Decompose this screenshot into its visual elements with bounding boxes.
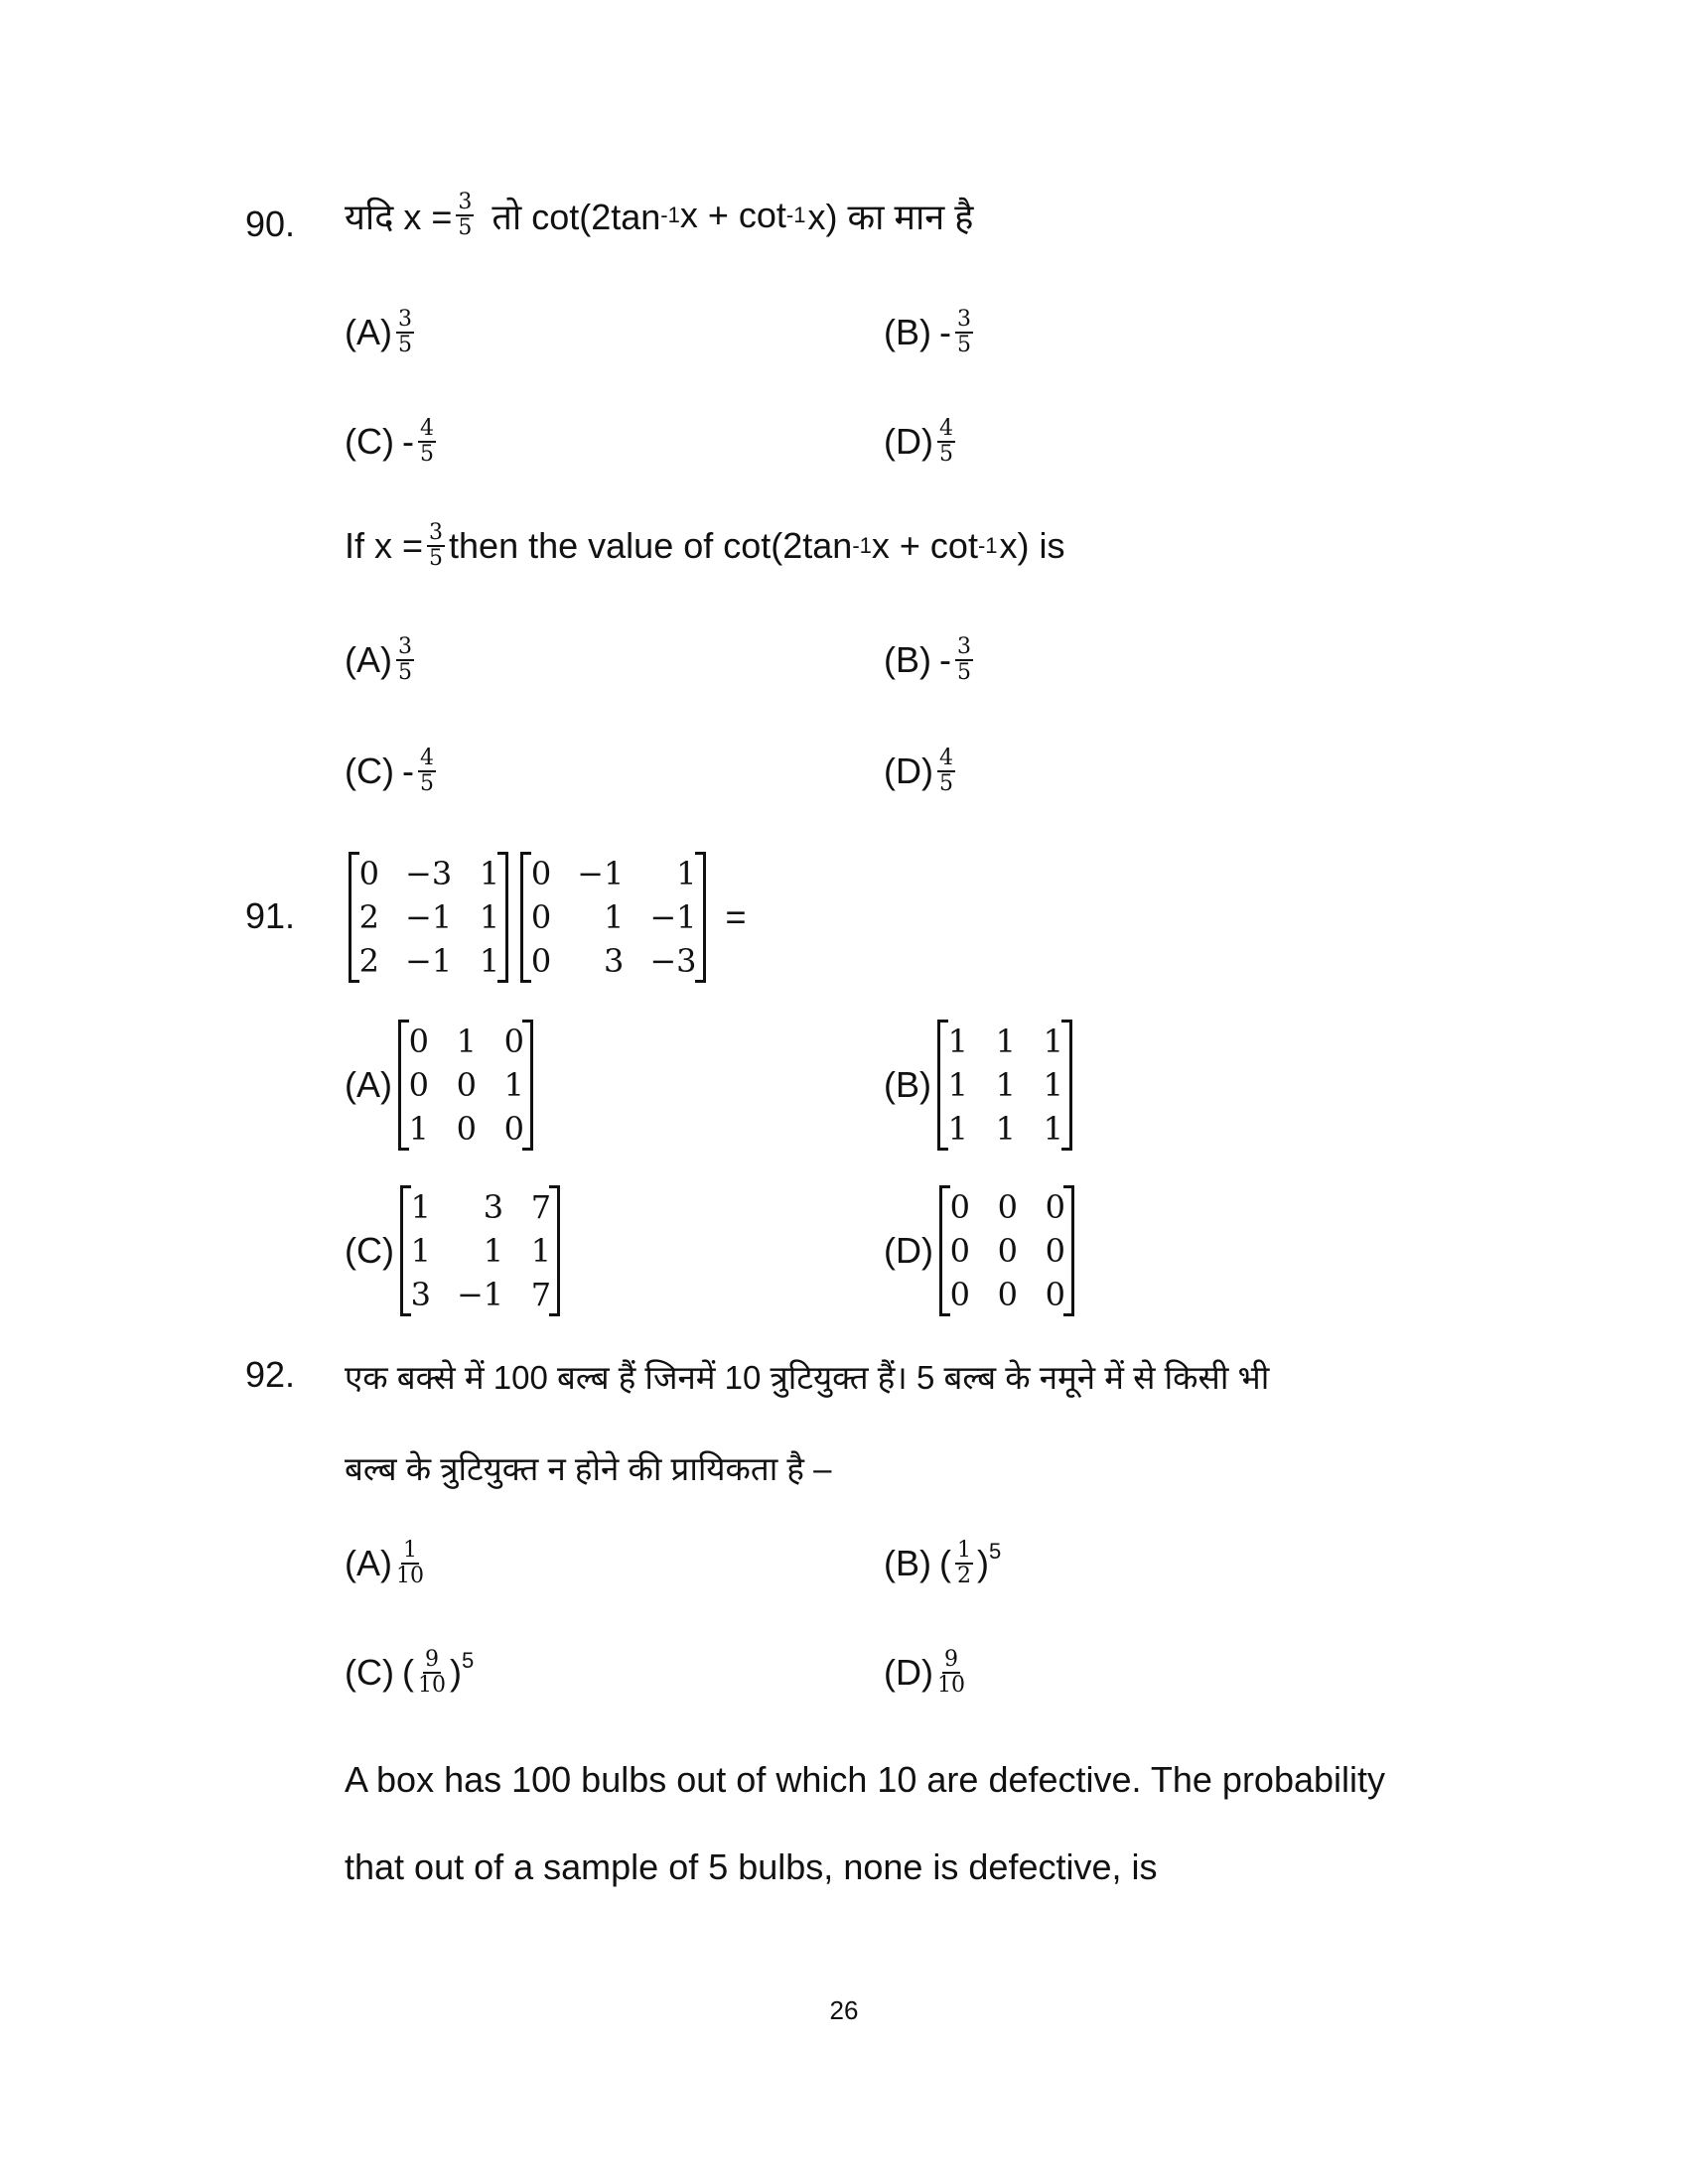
- bracket-corner: [523, 852, 531, 855]
- matrix-cell: 1: [1043, 1066, 1063, 1104]
- question-91-expression: [343, 852, 747, 983]
- matrix-cell: 1: [947, 1066, 968, 1104]
- matrix: [939, 1185, 1074, 1316]
- numerator: 1: [957, 1538, 971, 1563]
- numerator: 3: [398, 307, 412, 332]
- matrix-cell: 0: [408, 1066, 429, 1104]
- matrix-cell: 0: [997, 1232, 1018, 1270]
- option-label: (B): [884, 312, 931, 352]
- matrix: [349, 852, 508, 983]
- bracket-corner: [497, 852, 505, 855]
- matrix-cell: 1: [1043, 1023, 1063, 1060]
- matrix-cell: 0: [997, 1188, 1018, 1226]
- matrix-cell: 1: [503, 1066, 524, 1104]
- bracket-corner: [1063, 1313, 1071, 1316]
- option-a[interactable]: [345, 308, 418, 357]
- fraction: [396, 308, 414, 357]
- numerator: 9: [424, 1647, 439, 1672]
- option-prefix: (: [939, 1543, 951, 1583]
- option-prefix: -: [939, 312, 951, 352]
- bracket-corner: [352, 852, 359, 855]
- matrix-cell: 2: [358, 898, 379, 936]
- option-b[interactable]: [884, 1539, 1001, 1588]
- fraction: [418, 1648, 446, 1698]
- denominator: 5: [419, 771, 434, 796]
- denominator: 5: [429, 546, 444, 571]
- matrix-cell: 1: [483, 1232, 504, 1270]
- matrix-cell: 1: [947, 1110, 968, 1148]
- matrix-cell: 0: [530, 942, 552, 980]
- matrix-cell: 0: [503, 1023, 524, 1060]
- denominator: 5: [458, 215, 473, 240]
- matrix-cell: 1: [410, 1232, 431, 1270]
- superscript: -1: [785, 203, 806, 227]
- fraction: [937, 747, 955, 796]
- numerator: 4: [419, 746, 434, 770]
- matrix-cell: 0: [997, 1276, 1018, 1313]
- matrix-cell: 1: [479, 855, 500, 892]
- matrix-cell: 0: [358, 855, 379, 892]
- bracket-corner: [522, 1020, 530, 1023]
- option-a[interactable]: [345, 1539, 428, 1588]
- fraction: [418, 417, 436, 467]
- question-90-hindi: [345, 191, 973, 240]
- matrix-cell: −1: [405, 942, 453, 980]
- matrix: [937, 1020, 1072, 1151]
- matrix-cell: 1: [947, 1023, 968, 1060]
- option-a[interactable]: [345, 635, 418, 685]
- question-number: 90.: [245, 204, 296, 244]
- question-92-hindi-line1: एक बक्से में 100 बल्ब हैं जिनमें 10 त्रुटियुक्त हैं। 5 बल्ब के नमूने में से किसी भी: [345, 1359, 1270, 1396]
- option-label: (C): [345, 1652, 394, 1693]
- bracket-corner: [695, 980, 703, 983]
- matrix-cell: −3: [649, 942, 697, 980]
- matrix-cell: 1: [603, 898, 625, 936]
- option-label: (C): [345, 1230, 394, 1271]
- matrix: [400, 1185, 560, 1316]
- question-92-english-line1: A box has 100 bulbs out of which 10 are defective. The probability: [345, 1759, 1386, 1800]
- matrix-cell: 1: [530, 1232, 552, 1270]
- option-c[interactable]: [345, 1185, 566, 1316]
- matrix-cell: 1: [676, 855, 697, 892]
- option-label: (D): [884, 1652, 933, 1693]
- option-prefix: -: [939, 639, 951, 680]
- numerator: 1: [403, 1538, 417, 1563]
- page-number: 26: [829, 1995, 859, 2025]
- numerator: 3: [957, 307, 971, 332]
- text: x) is: [999, 525, 1065, 566]
- option-label: (A): [345, 312, 392, 352]
- matrix-cell: 0: [530, 898, 552, 936]
- matrix-cell: 1: [479, 898, 500, 936]
- question-number: 91.: [245, 895, 296, 936]
- fraction: [396, 1539, 424, 1588]
- denominator: 5: [419, 442, 434, 467]
- option-a[interactable]: [345, 1020, 539, 1151]
- matrix-cell: 1: [995, 1023, 1016, 1060]
- matrix-cell: 1: [479, 942, 500, 980]
- matrix-cell: 0: [530, 855, 552, 892]
- denominator: 5: [938, 442, 953, 467]
- denominator: 10: [396, 1564, 424, 1588]
- denominator: 2: [957, 1564, 971, 1588]
- matrix-cell: −1: [456, 1276, 504, 1313]
- matrix-left: [343, 852, 514, 983]
- option-label: (C): [345, 751, 394, 791]
- numerator: 3: [458, 190, 473, 214]
- fraction: [427, 521, 445, 571]
- text: तो cot(2tan: [492, 196, 661, 237]
- option-label: (D): [884, 751, 933, 791]
- option-d[interactable]: [884, 1185, 1080, 1316]
- bracket-corner: [695, 852, 703, 855]
- matrix-cell: 1: [1043, 1110, 1063, 1148]
- bracket-corner: [940, 1020, 948, 1023]
- bracket-corner: [352, 980, 359, 983]
- fraction: [937, 1648, 965, 1698]
- matrix-cell: 3: [483, 1188, 504, 1226]
- option-b[interactable]: [884, 308, 977, 357]
- numerator: 3: [957, 634, 971, 659]
- option-b[interactable]: [884, 1020, 1078, 1151]
- option-label: (A): [345, 639, 392, 680]
- bracket-corner: [1063, 1185, 1071, 1188]
- bracket-corner: [549, 1185, 557, 1188]
- matrix-cell: 3: [603, 942, 625, 980]
- denominator: 10: [417, 1673, 446, 1698]
- fraction: [937, 417, 955, 467]
- option-d[interactable]: [884, 747, 959, 796]
- superscript: 5: [989, 1539, 1002, 1564]
- matrix: [398, 1020, 533, 1151]
- option-prefix: -: [401, 751, 414, 791]
- superscript: -1: [852, 533, 872, 558]
- text: x + cot: [871, 525, 978, 566]
- fraction: [456, 191, 474, 240]
- denominator: 5: [957, 660, 971, 685]
- denominator: 5: [398, 333, 412, 357]
- matrix: [520, 852, 705, 983]
- fraction: [955, 1539, 973, 1588]
- matrix-cell: 0: [1045, 1276, 1065, 1313]
- question-number: 92.: [245, 1354, 296, 1395]
- denominator: 10: [936, 1673, 965, 1698]
- question-92-english-line2: that out of a sample of 5 bulbs, none is defective, is: [345, 1846, 1158, 1887]
- matrix-cell: −1: [577, 855, 625, 892]
- bracket-corner: [549, 1313, 557, 1316]
- option-label: (C): [345, 421, 394, 462]
- option-d[interactable]: [884, 1648, 969, 1698]
- matrix-right: [514, 852, 711, 983]
- matrix-cell: 7: [530, 1276, 552, 1313]
- bracket-corner: [942, 1313, 950, 1316]
- matrix-cell: −1: [649, 898, 697, 936]
- denominator: 5: [938, 771, 953, 796]
- option-b[interactable]: [884, 635, 977, 685]
- fraction: [955, 308, 973, 357]
- option-c[interactable]: [345, 747, 440, 796]
- matrix-cell: 0: [949, 1276, 970, 1313]
- text: यदि x =: [345, 196, 453, 237]
- numerator: 3: [398, 634, 412, 659]
- text: x + cot: [679, 195, 786, 235]
- bracket-corner: [1061, 1020, 1069, 1023]
- option-label: (B): [884, 1543, 931, 1583]
- bracket-corner: [940, 1148, 948, 1151]
- question-92-hindi-line2: बल्ब के त्रुटियुक्त न होने की प्रायिकता है –: [345, 1450, 832, 1487]
- bracket-corner: [1061, 1148, 1069, 1151]
- bracket-corner: [522, 1148, 530, 1151]
- option-label: (B): [884, 639, 931, 680]
- matrix-cell: 0: [503, 1110, 524, 1148]
- bracket-corner: [523, 980, 531, 983]
- text: then the value of cot(2tan: [449, 525, 853, 566]
- denominator: 5: [398, 660, 412, 685]
- option-suffix: ): [449, 1652, 462, 1693]
- matrix-cell: 3: [410, 1276, 431, 1313]
- option-label: (B): [884, 1064, 931, 1105]
- matrix-cell: 0: [456, 1110, 477, 1148]
- option-prefix: -: [401, 421, 414, 462]
- fraction: [396, 635, 414, 685]
- text: x) का मान है: [807, 196, 974, 237]
- matrix-cell: 0: [408, 1023, 429, 1060]
- numerator: 3: [429, 520, 444, 545]
- bracket-corner: [403, 1185, 411, 1188]
- matrix-cell: 0: [949, 1188, 970, 1226]
- option-c[interactable]: [345, 1648, 474, 1698]
- option-prefix: (: [401, 1652, 414, 1693]
- matrix-cell: 0: [1045, 1232, 1065, 1270]
- matrix-cell: 1: [995, 1066, 1016, 1104]
- numerator: 4: [419, 416, 434, 441]
- option-suffix: ): [977, 1543, 989, 1583]
- denominator: 5: [957, 333, 971, 357]
- bracket-corner: [401, 1020, 409, 1023]
- numerator: 4: [938, 416, 953, 441]
- option-d[interactable]: [884, 417, 959, 467]
- fraction: [418, 747, 436, 796]
- option-label: (D): [884, 1230, 933, 1271]
- option-c[interactable]: [345, 417, 440, 467]
- superscript: -1: [660, 203, 680, 227]
- text: If x =: [345, 525, 424, 566]
- matrix-cell: 2: [358, 942, 379, 980]
- superscript: -1: [977, 533, 998, 558]
- option-label: (D): [884, 421, 933, 462]
- matrix-cell: 1: [995, 1110, 1016, 1148]
- bracket-corner: [401, 1148, 409, 1151]
- bracket-corner: [942, 1185, 950, 1188]
- numerator: 9: [943, 1647, 958, 1672]
- matrix-cell: 1: [410, 1188, 431, 1226]
- matrix-cell: −1: [405, 898, 453, 936]
- bracket-corner: [497, 980, 505, 983]
- option-label: (A): [345, 1064, 392, 1105]
- fraction: [955, 635, 973, 685]
- matrix-cell: 0: [1045, 1188, 1065, 1226]
- matrix-cell: 7: [530, 1188, 552, 1226]
- equals-sign: =: [725, 896, 747, 937]
- matrix-cell: 1: [408, 1110, 429, 1148]
- superscript: 5: [461, 1648, 475, 1673]
- option-label: (A): [345, 1543, 392, 1583]
- bracket-corner: [403, 1313, 411, 1316]
- matrix-cell: −3: [405, 855, 453, 892]
- matrix-cell: 0: [949, 1232, 970, 1270]
- matrix-cell: 1: [456, 1023, 477, 1060]
- question-90-english: [345, 521, 1065, 571]
- numerator: 4: [938, 746, 953, 770]
- matrix-cell: 0: [456, 1066, 477, 1104]
